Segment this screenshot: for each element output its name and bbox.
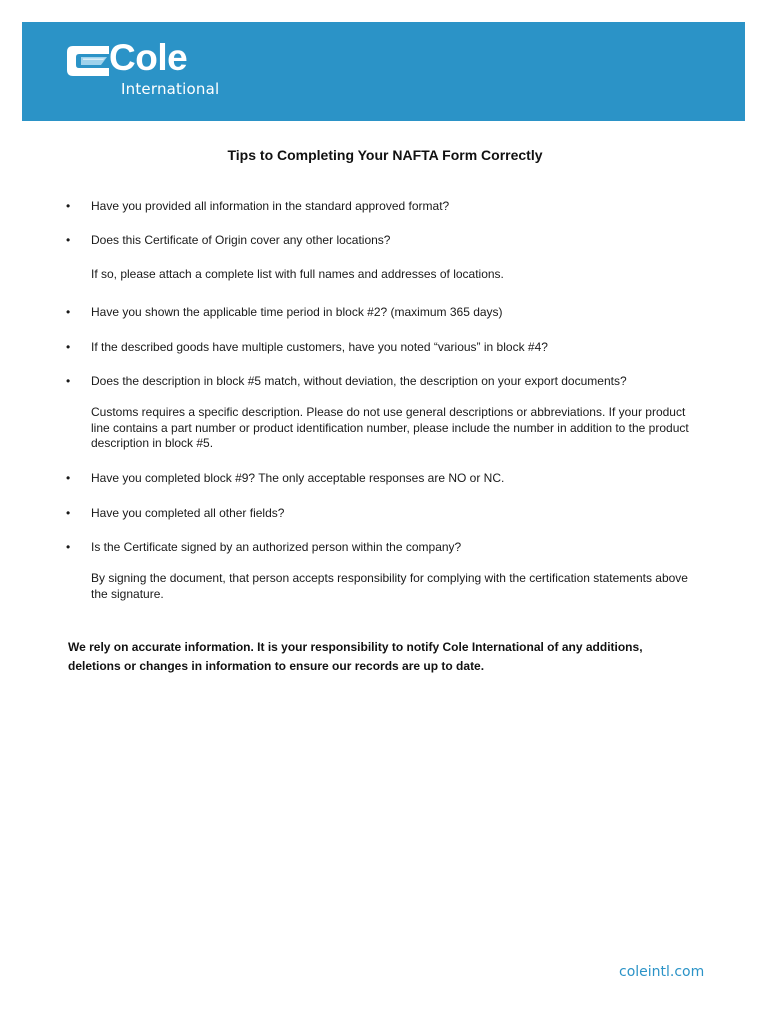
header-banner [22,22,745,121]
logo-subtitle: International [121,80,220,98]
bullet-icon: • [66,340,71,354]
list-item: Does the description in block #5 match, without deviation, the description on your export documents? [91,374,627,388]
bullet-icon: • [66,233,71,247]
list-item: Have you completed block #9? The only acceptable responses are NO or NC. [91,471,505,485]
page-title: Tips to Completing Your NAFTA Form Correctly [227,147,543,163]
bullet-icon: • [66,471,71,485]
bullet-icon: • [66,374,71,388]
list-item-note: If so, please attach a complete list with full names and addresses of locations. [91,267,504,281]
list-item: If the described goods have multiple customers, have you noted “various” in block #4? [91,340,548,354]
logo-wordmark: Cole [109,37,188,78]
list-item-note: Customs requires a specific description. Please do not use general descriptions or abbreviations. If your product line contains a part number or product identification number, please include the number in addition to the product description in block #5. [91,405,689,450]
bullet-icon: • [66,199,71,213]
bullet-icon: • [66,305,71,319]
list-item: Have you shown the applicable time period in block #2? (maximum 365 days) [91,305,503,319]
list-item: Have you provided all information in the standard approved format? [91,199,450,213]
list-item: Does this Certificate of Origin cover any other locations? [91,233,391,247]
footer-website-link[interactable]: coleintl.com [619,964,705,980]
bullet-icon: • [66,540,71,554]
list-item-note: By signing the document, that person accepts responsibility for complying with the certification statements above the signature. [91,571,688,601]
responsibility-notice: We rely on accurate information. It is your responsibility to notify Cole International of any additions, deletions or changes in information to ensure our records are up to date. [68,640,643,673]
list-item: Is the Certificate signed by an authorized person within the company? [91,540,462,554]
cole-logo-icon [67,46,109,76]
list-item: Have you completed all other fields? [91,506,285,520]
bullet-icon: • [66,506,71,520]
